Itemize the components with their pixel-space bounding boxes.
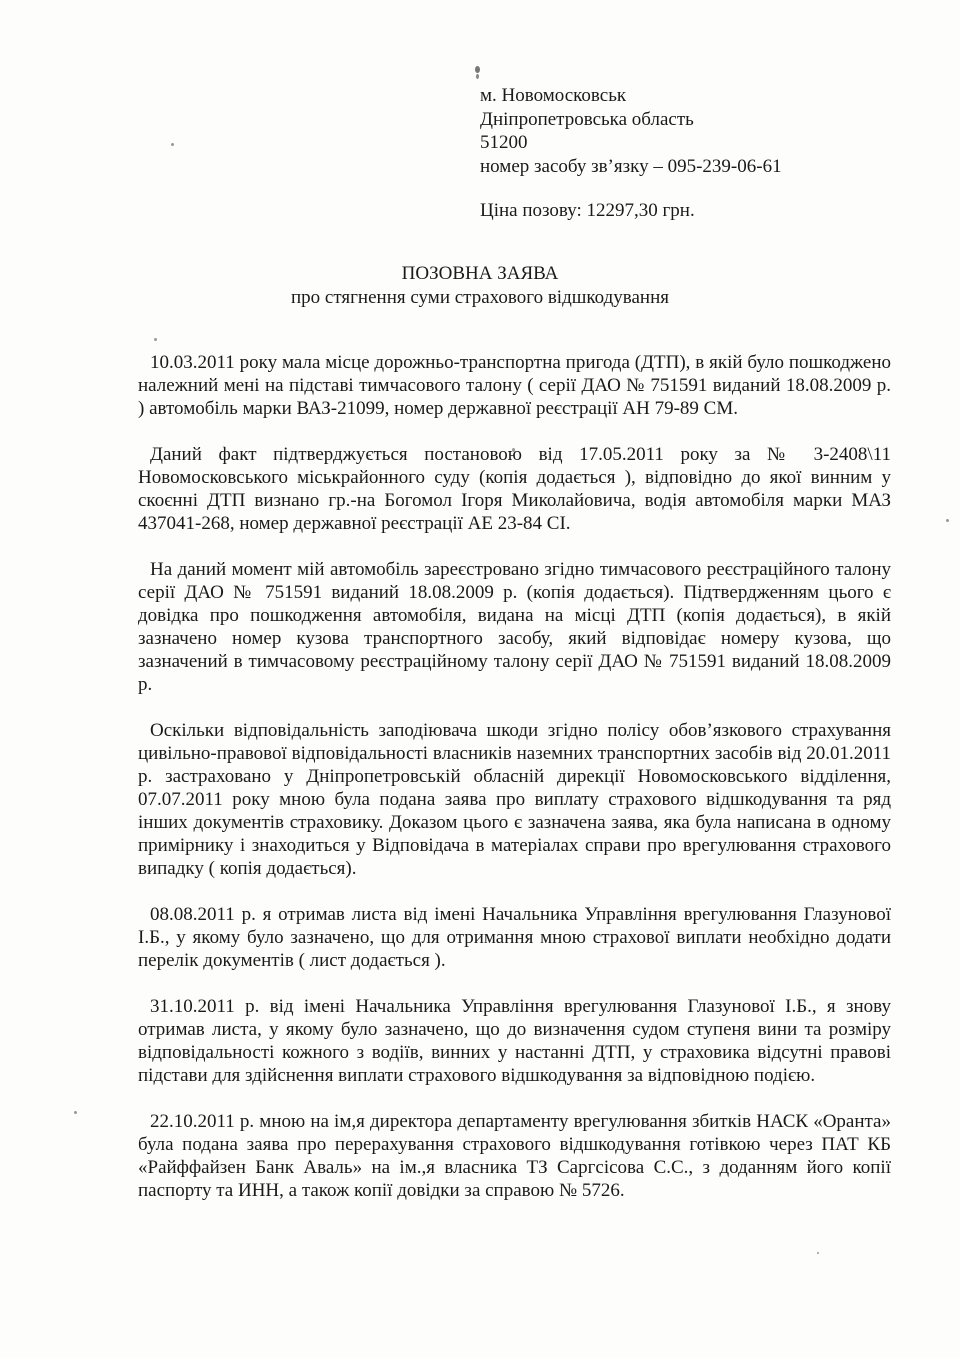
scan-speck — [476, 74, 479, 79]
claim-price: Ціна позову: 12297,30 грн. — [480, 200, 695, 221]
body-paragraph: 08.08.2011 р. я отримав листа від імені Начальника Управління врегулювання Глазунової І.Б., у якому було зазначено, що для отримання мною страхової виплати необхідно додати перелік документів ( лист додається ). — [138, 904, 891, 971]
address-postal-code: 51200 — [480, 132, 528, 153]
body-paragraph: На даний момент мій автомобіль зареєстровано згідно тимчасового реєстраційного талону серії ДАО № 751591 виданий 18.08.2009 р. (копія додається). Підтвердженням цього є довідка про пошкодження автомобіля, видана на місці ДТП (копія додається), в якій зазначено номер кузова транспортного засобу, який відповідає номеру кузова, що зазначений в тимчасовому реєстраційному талону серії ДАО № 751591 виданий 18.08.2009 р. — [138, 559, 891, 695]
scan-speck — [154, 338, 157, 341]
document-subtitle: про стягнення суми страхового відшкодування — [291, 287, 669, 308]
body-paragraph: 10.03.2011 року мала місце дорожньо-транспортна пригода (ДТП), в якій було пошкоджено належний мені на підставі тимчасового талону ( серії ДАО № 751591 виданий 18.08.2009 р. ) автомобіль марки ВАЗ-21099, номер державної реєстрації АН 79-89 СМ. — [138, 352, 891, 419]
address-phone: номер засобу зв’язку – 095-239-06-61 — [480, 155, 782, 177]
body-paragraph: 22.10.2011 р. мною на ім,я директора департаменту врегулювання збитків НАСК «Оранта» була подана заява про перерахування страхового відшкодування готівкою через ПАТ КБ «Райффайзен Банк Аваль» на ім.,я власника ТЗ Саргсісова С.С., з доданням його копії паспорту та ИНН, а також копії довідки за справою № 5726. — [138, 1111, 891, 1202]
scan-speck — [74, 1111, 77, 1114]
document-body — [138, 352, 891, 1203]
body-paragraph: Даний факт підтверджується постановою від 17.05.2011 року за № 3-2408\11 Новомосковського міськрайонного суду (копія додається ), відповідно до якої винним у скоєнні ДТП визнано гр.-на Богомол Ігоря Миколайовича, водія автомобіля марки МАЗ 437041-268, номер державної реєстрації АЕ 23-84 СІ. — [138, 444, 891, 534]
scan-speck — [171, 143, 174, 146]
body-paragraph: Оскільки відповідальність заподіювача шкоди згідно полісу обов’язкового страхування цивільно-правової відповідальності власників наземних транспортних засобів від 20.01.2011 р. застраховано у Дніпропетровській обласній дирекції Новомосковського відділення, 07.07.2011 року мною була подана заява про виплату страхового відшкодування та ряд інших документів страховику. Доказом цього є зазначена заява, яка була написана в одному примірнику і знаходиться у Відповідача в матеріалах справи про врегулювання страхового випадку ( копія додається). — [138, 720, 891, 879]
address-city: м. Новомосковськ — [480, 85, 627, 106]
scan-speck — [475, 66, 480, 73]
document-title: ПОЗОВНА ЗАЯВА — [401, 263, 559, 284]
body-paragraph: 31.10.2011 р. від імені Начальника Управління врегулювання Глазунової І.Б., я знову отримав листа, у якому було зазначено, що до визначення судом ступеня вини та розміру відповідальності кожного з водіїв, винних у настанні ДТП, у страховика відсутні правові підстави для здійснення виплати страхового відшкодування за відповідною подією. — [138, 996, 891, 1087]
sender-address — [480, 84, 782, 178]
scan-speck — [817, 1252, 819, 1254]
scan-speck — [946, 519, 949, 522]
address-region: Дніпропетровська область — [480, 108, 694, 130]
